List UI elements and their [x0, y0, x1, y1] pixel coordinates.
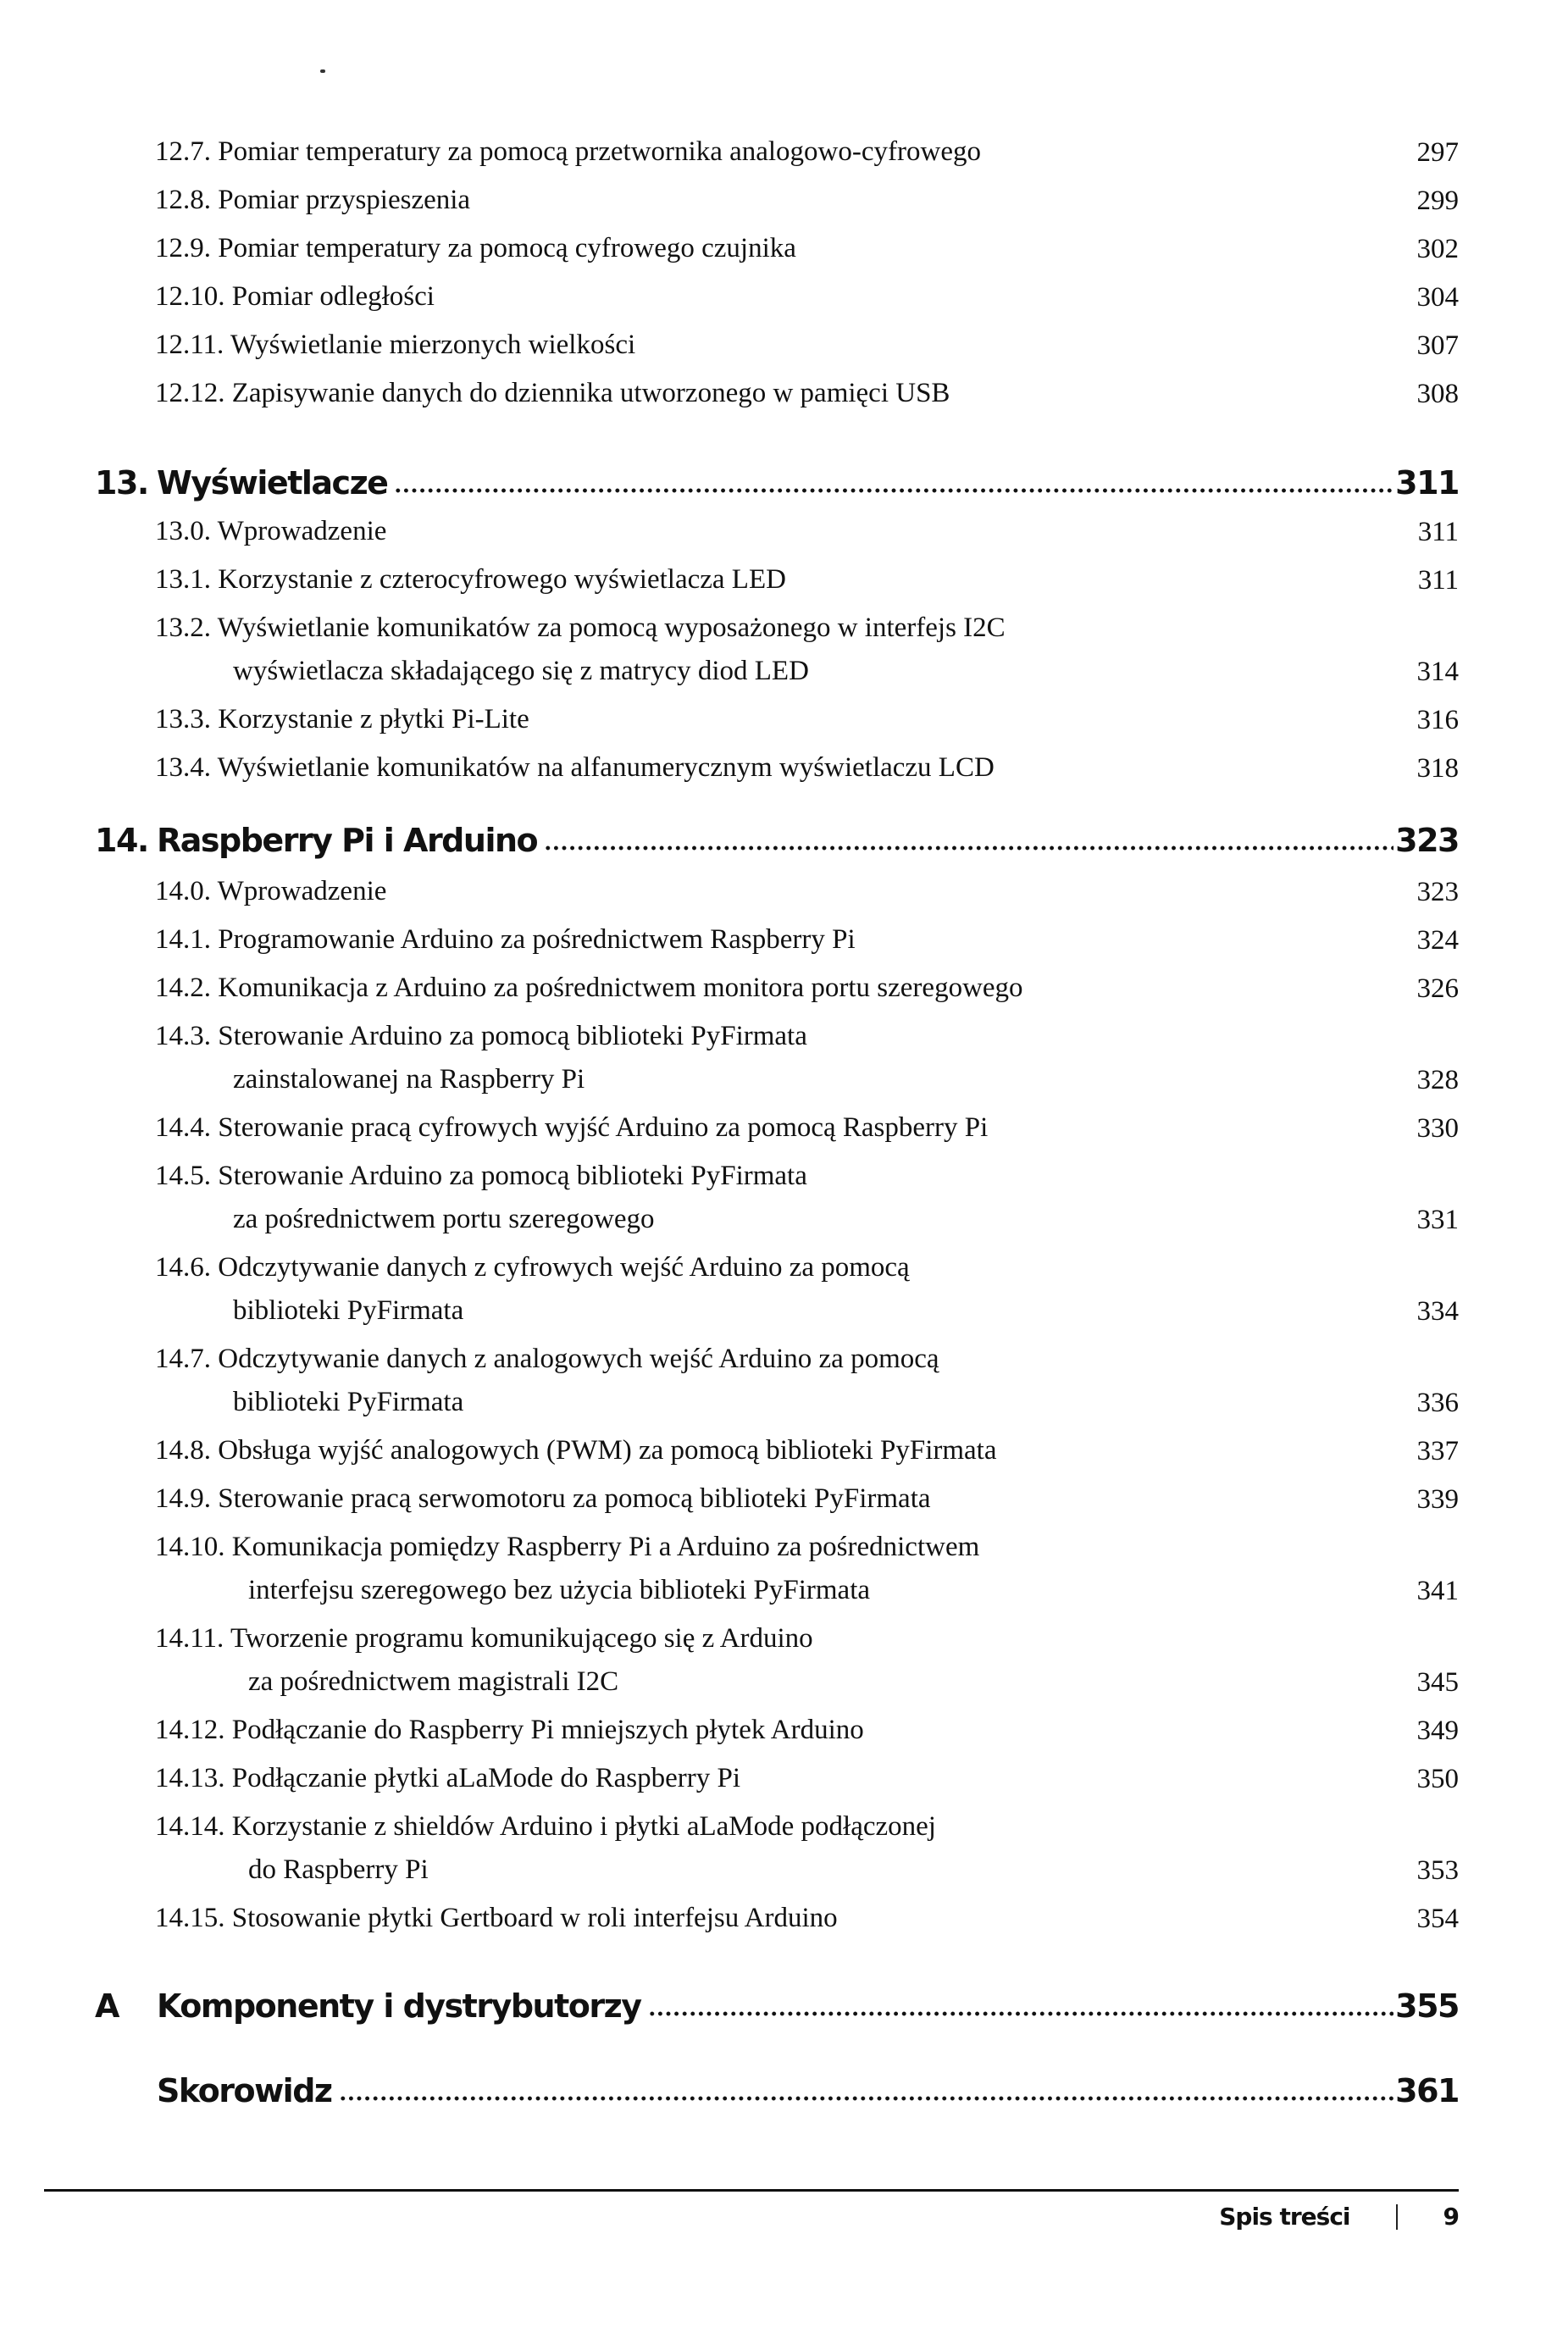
- entry-line: [155, 614, 1459, 642]
- footer-separator: [1396, 2204, 1398, 2230]
- entry-line: [155, 974, 1459, 1002]
- section-number: 14.1.: [155, 924, 211, 955]
- chapter-number: 13.: [95, 464, 148, 502]
- section-number: 13.0.: [155, 516, 211, 546]
- chapter-page-number: 361: [1395, 2072, 1459, 2109]
- toc-section-entry[interactable]: [155, 138, 1459, 167]
- section-page-number: 354: [1416, 1904, 1459, 1934]
- section-title: Komunikacja z Arduino za pośrednictwem monitora portu szeregowego: [218, 973, 1023, 1003]
- section-number: 14.15.: [155, 1903, 225, 1933]
- section-title: Wprowadzenie: [217, 876, 387, 906]
- toc-section-entry[interactable]: [155, 1345, 1459, 1417]
- footer-section-label: Spis treści: [1219, 2203, 1350, 2231]
- toc-chapter-entry[interactable]: [95, 822, 1459, 859]
- dot-leader: [394, 487, 1393, 494]
- section-page-number: 308: [1416, 379, 1459, 409]
- section-title: Odczytywanie danych z cyfrowych wejść Arduino za pomocą: [218, 1252, 910, 1283]
- section-title: Odczytywanie danych z analogowych wejść Arduino za pomocą: [218, 1344, 939, 1374]
- section-page-number: 349: [1416, 1716, 1459, 1746]
- toc-section-entry[interactable]: [155, 1437, 1459, 1466]
- entry-line: [155, 235, 1459, 263]
- entry-line-continuation: [155, 1297, 1459, 1325]
- entry-line: [155, 1904, 1459, 1932]
- section-title: Wyświetlanie mierzonych wielkości: [230, 330, 636, 360]
- section-number: 14.9.: [155, 1483, 211, 1514]
- section-title: Podłączanie do Raspberry Pi mniejszych płytek Arduino: [231, 1715, 864, 1745]
- section-title-continuation: zainstalowanej na Raspberry Pi: [233, 1064, 585, 1095]
- toc-section-entry[interactable]: [155, 1813, 1459, 1885]
- section-title: Obsługa wyjść analogowych (PWM) za pomocą biblioteki PyFirmata: [218, 1435, 997, 1466]
- entry-line-continuation: [155, 1066, 1459, 1094]
- section-page-number: 311: [1417, 517, 1459, 547]
- section-page-number: 307: [1416, 330, 1459, 361]
- entry-line: [155, 331, 1459, 359]
- entry-line: [155, 1023, 1459, 1050]
- section-title: Sterowanie Arduino za pomocą biblioteki PyFirmata: [218, 1021, 807, 1051]
- section-number: 13.2.: [155, 612, 211, 643]
- entry-line: [155, 706, 1459, 734]
- toc-section-entry[interactable]: [155, 283, 1459, 312]
- section-number: 13.1.: [155, 564, 211, 595]
- section-number: 14.14.: [155, 1811, 225, 1842]
- section-number: 12.9.: [155, 233, 211, 263]
- entry-line: [155, 380, 1459, 407]
- chapter-title: Skorowidz: [157, 2072, 332, 2109]
- section-number: 12.7.: [155, 136, 211, 167]
- entry-line-continuation: [155, 1388, 1459, 1416]
- section-title: Sterowanie pracą serwomotoru za pomocą biblioteki PyFirmata: [218, 1483, 931, 1514]
- toc-section-entry[interactable]: [155, 566, 1459, 595]
- chapter-page-number: 355: [1395, 1987, 1459, 2025]
- section-number: 12.10.: [155, 281, 225, 312]
- section-page-number: 331: [1416, 1205, 1459, 1235]
- section-number: 13.4.: [155, 752, 211, 783]
- entry-line: [155, 1716, 1459, 1744]
- section-title: Tworzenie programu komunikującego się z Arduino: [230, 1623, 813, 1654]
- toc-section-entry[interactable]: [155, 754, 1459, 783]
- toc-section-entry[interactable]: [155, 878, 1459, 906]
- section-number: 14.5.: [155, 1161, 211, 1191]
- section-title: Korzystanie z czterocyfrowego wyświetlacza LED: [218, 564, 786, 595]
- section-number: 14.13.: [155, 1763, 225, 1793]
- section-title-continuation: interfejsu szeregowego bez użycia biblioteki PyFirmata: [248, 1575, 871, 1605]
- section-title: Wprowadzenie: [217, 516, 387, 546]
- entry-line: [155, 1813, 1459, 1841]
- entry-line: [155, 566, 1459, 594]
- scan-speck: [320, 69, 325, 73]
- section-page-number: 345: [1416, 1667, 1459, 1698]
- section-title: Stosowanie płytki Gertboard w roli interfejsu Arduino: [231, 1903, 838, 1933]
- section-page-number: 350: [1416, 1764, 1459, 1794]
- toc-section-entry[interactable]: [155, 518, 1459, 546]
- toc-chapter-entry[interactable]: [95, 1987, 1459, 2025]
- section-number: 12.12.: [155, 378, 225, 408]
- toc-section-entry[interactable]: [155, 1533, 1459, 1605]
- section-page-number: 316: [1416, 705, 1459, 735]
- toc-section-entry[interactable]: [155, 380, 1459, 408]
- section-title: Pomiar odległości: [231, 281, 435, 312]
- section-title: Pomiar przyspieszenia: [218, 185, 471, 215]
- section-page-number: 324: [1416, 925, 1459, 956]
- toc-section-entry[interactable]: [155, 1904, 1459, 1933]
- toc-section-entry[interactable]: [155, 1765, 1459, 1793]
- section-page-number: 304: [1416, 282, 1459, 313]
- section-page-number: 299: [1416, 186, 1459, 216]
- section-number: 12.11.: [155, 330, 224, 360]
- toc-section-entry[interactable]: [155, 186, 1459, 215]
- section-title: Korzystanie z shieldów Arduino i płytki aLaMode podłączonej: [231, 1811, 936, 1842]
- toc-section-entry[interactable]: [155, 706, 1459, 734]
- section-page-number: 311: [1417, 565, 1459, 596]
- entry-line-continuation: [155, 1856, 1459, 1884]
- footer-page-number: 9: [1443, 2203, 1459, 2231]
- section-title: Sterowanie pracą cyfrowych wyjść Arduino za pomocą Raspberry Pi: [218, 1112, 989, 1143]
- entry-line: [155, 1533, 1459, 1561]
- section-number: 14.7.: [155, 1344, 211, 1374]
- chapter-number: 14.: [95, 822, 148, 859]
- toc-chapter-entry[interactable]: [95, 2072, 1459, 2109]
- entry-line: [155, 186, 1459, 214]
- toc-section-entry[interactable]: [155, 331, 1459, 360]
- section-number: 14.12.: [155, 1715, 225, 1745]
- toc-section-entry[interactable]: [155, 1625, 1459, 1697]
- toc-section-entry[interactable]: [155, 614, 1459, 686]
- entry-line-continuation: [155, 1668, 1459, 1696]
- section-title-continuation: do Raspberry Pi: [248, 1854, 429, 1885]
- section-title: Pomiar temperatury za pomocą cyfrowego czujnika: [218, 233, 796, 263]
- section-number: 12.8.: [155, 185, 211, 215]
- entry-line: [155, 283, 1459, 311]
- section-title: Pomiar temperatury za pomocą przetwornika analogowo-cyfrowego: [218, 136, 981, 167]
- section-page-number: 353: [1416, 1855, 1459, 1886]
- dot-leader: [339, 2095, 1394, 2102]
- chapter-page-number: 311: [1395, 464, 1459, 502]
- toc-section-entry[interactable]: [155, 1716, 1459, 1745]
- dot-leader: [648, 2010, 1394, 2017]
- toc-section-entry[interactable]: [155, 1162, 1459, 1234]
- section-page-number: 302: [1416, 234, 1459, 264]
- dot-leader: [544, 845, 1393, 851]
- section-title: Podłączanie płytki aLaMode do Raspberry Pi: [231, 1763, 741, 1793]
- section-title: Sterowanie Arduino za pomocą biblioteki PyFirmata: [218, 1161, 807, 1191]
- chapter-title: Wyświetlacze: [157, 464, 388, 502]
- toc-section-entry[interactable]: [155, 926, 1459, 955]
- chapter-title: Komponenty i dystrybutorzy: [157, 1987, 641, 2025]
- entry-line: [155, 754, 1459, 782]
- entry-line: [155, 1765, 1459, 1793]
- toc-section-entry[interactable]: [155, 235, 1459, 263]
- section-page-number: 318: [1416, 753, 1459, 784]
- section-page-number: 330: [1416, 1113, 1459, 1144]
- section-number: 14.8.: [155, 1435, 211, 1466]
- section-number: 13.3.: [155, 704, 211, 734]
- section-number: 14.11.: [155, 1623, 224, 1654]
- section-title: Wyświetlanie komunikatów za pomocą wyposażonego w interfejs I2C: [217, 612, 1006, 643]
- section-number: 14.4.: [155, 1112, 211, 1143]
- section-page-number: 328: [1416, 1065, 1459, 1095]
- toc-section-entry[interactable]: [155, 1254, 1459, 1326]
- entry-line: [155, 1345, 1459, 1373]
- section-page-number: 326: [1416, 973, 1459, 1004]
- section-number: 14.2.: [155, 973, 211, 1003]
- entry-line: [155, 1114, 1459, 1142]
- chapter-page-number: 323: [1395, 822, 1459, 859]
- entry-line: [155, 138, 1459, 166]
- section-title-continuation: biblioteki PyFirmata: [233, 1387, 464, 1417]
- chapter-number: A: [95, 1987, 119, 2025]
- entry-line-continuation: [155, 1577, 1459, 1605]
- section-title-continuation: wyświetlacza składającego się z matrycy diod LED: [233, 656, 809, 686]
- section-number: 14.0.: [155, 876, 211, 906]
- entry-line: [155, 1162, 1459, 1190]
- toc-chapter-entry[interactable]: [95, 464, 1459, 502]
- section-page-number: 337: [1416, 1436, 1459, 1466]
- entry-line: [155, 518, 1459, 546]
- section-title-continuation: za pośrednictwem portu szeregowego: [233, 1204, 655, 1234]
- section-page-number: 323: [1416, 877, 1459, 907]
- section-number: 14.10.: [155, 1532, 225, 1562]
- section-title: Programowanie Arduino za pośrednictwem Raspberry Pi: [218, 924, 856, 955]
- toc-section-entry[interactable]: [155, 1023, 1459, 1095]
- section-page-number: 297: [1416, 137, 1459, 168]
- section-page-number: 341: [1416, 1576, 1459, 1606]
- section-page-number: 336: [1416, 1388, 1459, 1418]
- section-number: 14.3.: [155, 1021, 211, 1051]
- section-title: Zapisywanie danych do dziennika utworzonego w pamięci USB: [231, 378, 950, 408]
- section-title: Korzystanie z płytki Pi-Lite: [218, 704, 529, 734]
- section-page-number: 334: [1416, 1296, 1459, 1327]
- toc-section-entry[interactable]: [155, 974, 1459, 1003]
- section-page-number: 339: [1416, 1484, 1459, 1515]
- entry-line: [155, 926, 1459, 954]
- section-title: Wyświetlanie komunikatów na alfanumerycznym wyświetlaczu LCD: [217, 752, 995, 783]
- entry-line: [155, 1625, 1459, 1653]
- entry-line: [155, 1437, 1459, 1465]
- section-title: Komunikacja pomiędzy Raspberry Pi a Arduino za pośrednictwem: [231, 1532, 980, 1562]
- chapter-title: Raspberry Pi i Arduino: [157, 822, 538, 859]
- entry-line-continuation: [155, 657, 1459, 685]
- footer-rule: [44, 2189, 1459, 2192]
- toc-section-entry[interactable]: [155, 1485, 1459, 1514]
- section-title-continuation: za pośrednictwem magistrali I2C: [248, 1666, 619, 1697]
- entry-line: [155, 1485, 1459, 1513]
- toc-section-entry[interactable]: [155, 1114, 1459, 1143]
- page-footer: [1219, 2199, 1459, 2231]
- section-number: 14.6.: [155, 1252, 211, 1283]
- section-page-number: 314: [1416, 657, 1459, 687]
- entry-line: [155, 878, 1459, 906]
- entry-line-continuation: [155, 1206, 1459, 1233]
- entry-line: [155, 1254, 1459, 1282]
- section-title-continuation: biblioteki PyFirmata: [233, 1295, 464, 1326]
